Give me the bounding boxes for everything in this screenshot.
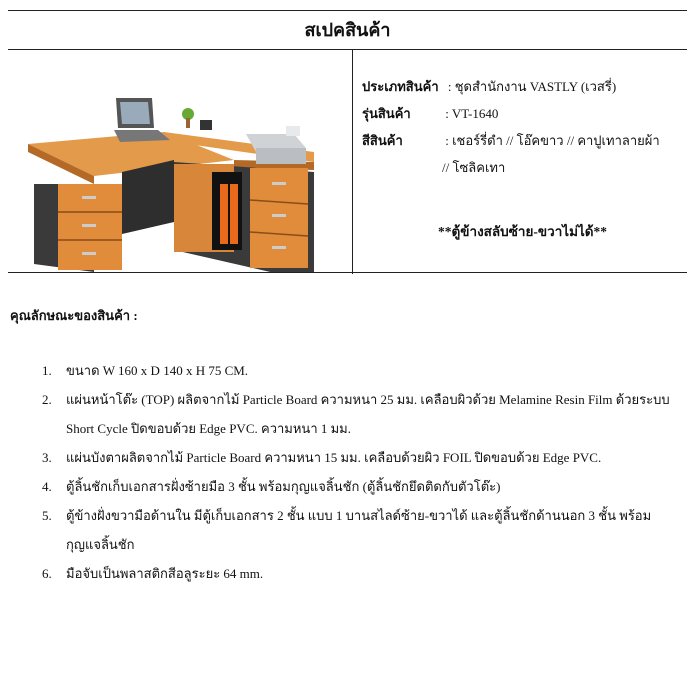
list-item: [42, 356, 682, 385]
list-item-number: 1.: [42, 363, 52, 378]
product-image: [24, 72, 344, 272]
product-model-label: รุ่นสินค้า: [362, 106, 411, 121]
product-type-value: : ชุดสำนักงาน VASTLY (เวสรี่): [447, 79, 617, 94]
list-item-text: ขนาด W 160 x D 140 x H 75 CM.: [66, 363, 249, 378]
list-item: [42, 443, 682, 472]
list-item: [42, 385, 682, 443]
product-color-row: [362, 130, 660, 151]
list-item-number: 5.: [42, 508, 52, 523]
list-item-number: 2.: [42, 392, 52, 407]
list-item: [42, 559, 682, 588]
list-item-text: มือจับเป็นพลาสติกสีอลูระยะ 64 mm.: [66, 566, 264, 581]
list-item-number: 3.: [42, 450, 52, 465]
list-item-number: 6.: [42, 566, 52, 581]
feature-list: [42, 356, 682, 588]
product-info: [362, 50, 687, 274]
product-type-row: [362, 76, 616, 97]
product-color-value: : เชอร์รี่ดำ // โอ๊คขาว // คาปูเทาลายผ้า: [445, 133, 660, 148]
spec-title: สเปคสินค้า: [8, 11, 687, 50]
list-item: [42, 501, 682, 559]
features-title: คุณลักษณะของสินค้า :: [10, 308, 138, 323]
spec-table: [8, 10, 687, 273]
product-type-label: ประเภทสินค้า: [362, 79, 439, 94]
list-item-text: ตู้ข้างฝั่งขวามือด้านใน มีตู้เก็บเอกสาร 2 ชั้น แบบ 1 บานสไลด์ซ้าย-ขวาได้ และตู้ลิ้นชักด้านนอก 3 ชั้น พร้อมกุญแจลิ้นชัก: [66, 508, 652, 552]
list-item-number: 4.: [42, 479, 52, 494]
product-model-row: [362, 103, 498, 124]
product-model-value: : VT-1640: [445, 106, 499, 121]
list-item: [42, 472, 682, 501]
list-item-text: ตู้ลิ้นชักเก็บเอกสารฝั่งซ้ายมือ 3 ชั้น พร้อมกุญแจลิ้นชัก (ตู้ลิ้นชักยึดติดกับตัวโต๊ะ): [66, 479, 501, 494]
product-color-value-cont: // โซลิคเทา: [442, 160, 506, 175]
product-image-cell: [8, 50, 353, 274]
spec-body: [8, 50, 687, 274]
list-item-text: แผ่นบังตาผลิตจากไม้ Particle Board ความหนา 15 มม. เคลือบด้วยผิว FOIL ปิดขอบด้วย Edge PVC.: [66, 450, 602, 465]
side-cabinet-note: **ตู้ข้างสลับซ้าย-ขวาไม่ได้**: [438, 224, 608, 239]
product-color-label: สีสินค้า: [362, 133, 403, 148]
list-item-text: แผ่นหน้าโต๊ะ (TOP) ผลิตจากไม้ Particle Board ความหนา 25 มม. เคลือบผิวด้วย Melamine Resin Film ด้วยระบบ Short Cycle ปิดขอบด้วย Edge PVC. ความหนา 1 มม.: [66, 392, 670, 436]
